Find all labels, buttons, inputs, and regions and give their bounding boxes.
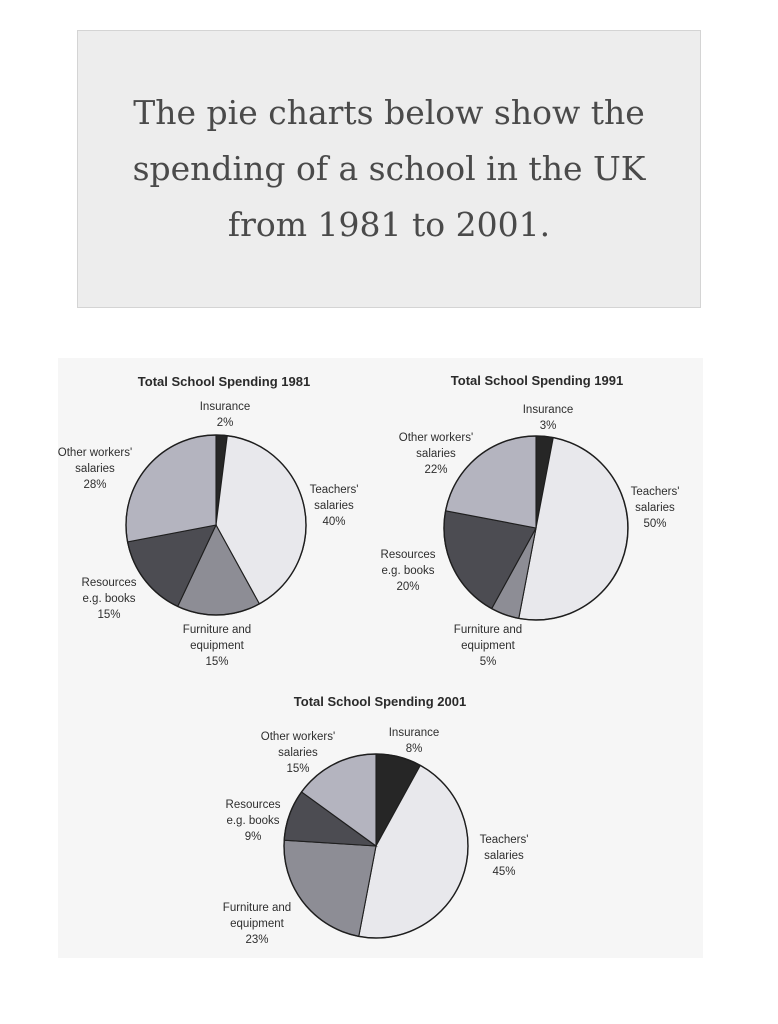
slice-label-furniture-and-equipment: Furniture and equipment 15%	[182, 624, 252, 668]
pie-slice-other-workers-salaries	[126, 435, 216, 542]
prompt-box	[77, 30, 701, 308]
pie-chart-1	[58, 374, 358, 668]
pie-charts-svg	[58, 358, 703, 958]
prompt-text: The pie charts below show the spending of a school in the UK from 1981 to 2001.	[132, 93, 646, 244]
chart-title: Total School Spending 1991	[450, 373, 624, 388]
slice-label-resources-e-g-books: Resources e.g. books 15%	[81, 577, 137, 621]
pie-chart-2	[381, 373, 680, 668]
slice-label-teachers-salaries: Teachers' salaries 40%	[309, 484, 359, 528]
slice-label-insurance: Insurance 3%	[522, 404, 574, 432]
slice-label-teachers-salaries: Teachers' salaries 45%	[479, 834, 529, 878]
slice-label-other-workers-salaries: Other workers' salaries 28%	[58, 447, 133, 491]
slice-label-furniture-and-equipment: Furniture and equipment 23%	[222, 902, 292, 946]
slice-label-other-workers-salaries: Other workers' salaries 22%	[398, 432, 474, 476]
slice-label-resources-e-g-books: Resources e.g. books 20%	[380, 549, 436, 593]
slice-label-insurance: Insurance 2%	[199, 401, 251, 429]
slice-label-other-workers-salaries: Other workers' salaries 15%	[260, 731, 336, 775]
pie-chart-3	[223, 694, 529, 946]
chart-title: Total School Spending 2001	[293, 694, 467, 709]
chart-title: Total School Spending 1981	[137, 374, 311, 389]
slice-label-teachers-salaries: Teachers' salaries 50%	[630, 486, 680, 530]
slice-label-furniture-and-equipment: Furniture and equipment 5%	[453, 624, 523, 668]
pie-charts-figure	[58, 358, 703, 958]
slice-label-resources-e-g-books: Resources e.g. books 9%	[225, 799, 281, 843]
slice-label-insurance: Insurance 8%	[388, 727, 440, 755]
